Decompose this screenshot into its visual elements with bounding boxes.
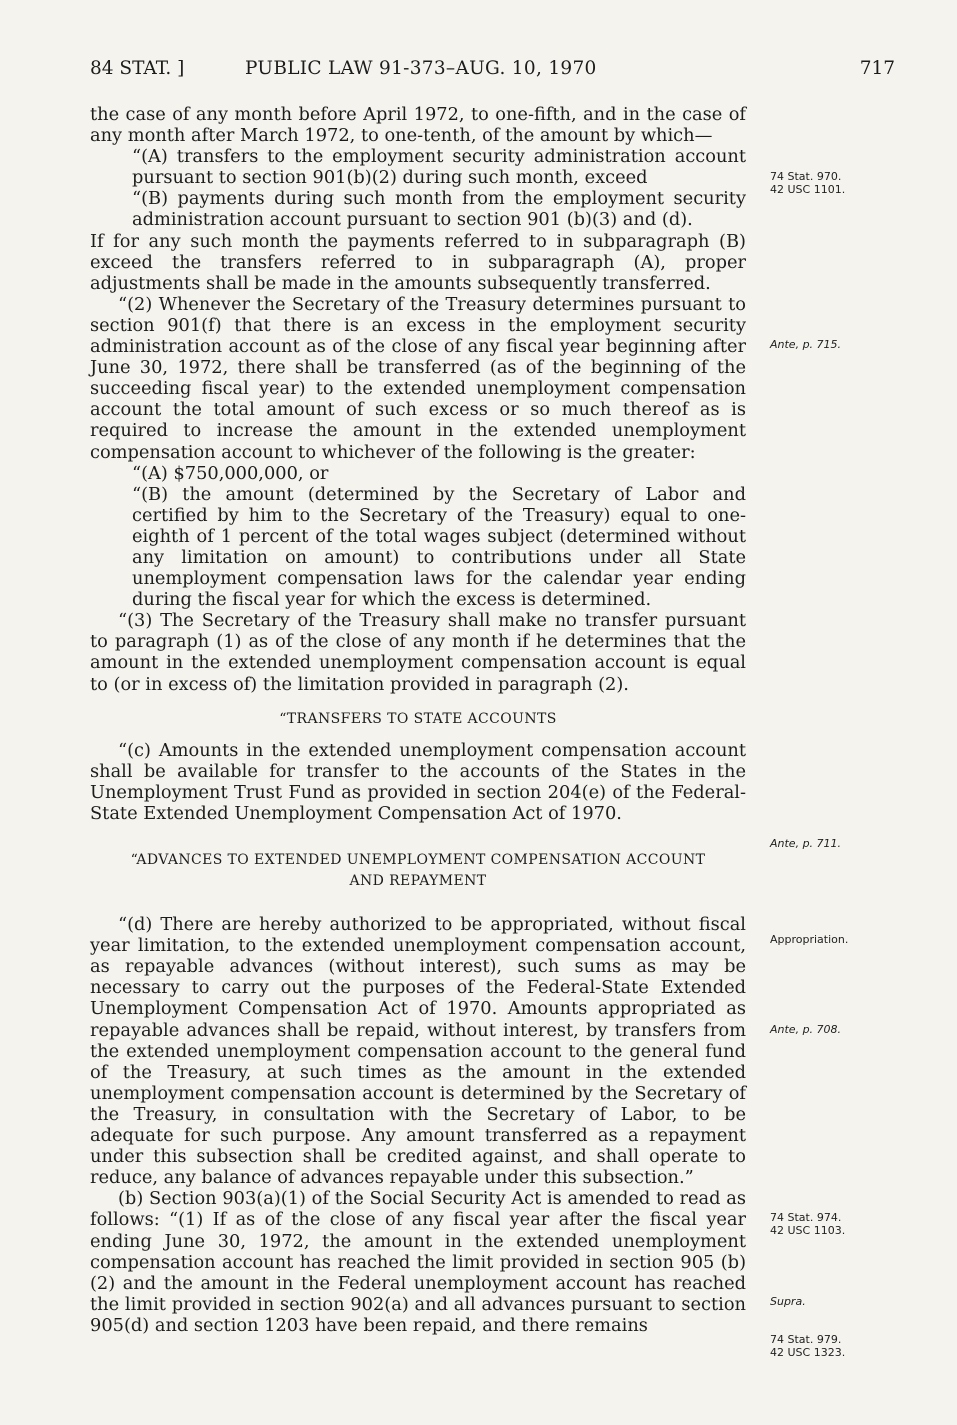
subsection-b-amendment: (b) Section 903(a)(1) of the Social Security Act is amended to read as follows: “(1) If as of the close of any fiscal year after the fiscal year ending June 30, 1972, the amount in the extended unemployment compensation account has reached the limit provided in section 905 (b)(2) and the amount in the Federal unemployment account has reached the limit provided in section 902(a) and all advances pursuant to section 905(d) and section 1203 have been repaid, and there remains	[90, 1188, 746, 1336]
page-header	[90, 58, 895, 86]
margin-note-ante-708: Ante, p. 708.	[770, 1023, 842, 1036]
margin-note-appropriation: Appropriation.	[770, 933, 849, 946]
adjustment-paragraph: If for any such month the payments referred to in subparagraph (B) exceed the transfers referred to in subparagraph (A), proper adjustments shall be made in the amounts subsequently transferred.	[90, 230, 746, 294]
paragraph-continuation: the case of any month before April 1972, to one-fifth, and in the case of any month after March 1972, to one-tenth, of the amount by which—	[90, 104, 746, 147]
page-number: 717	[859, 58, 895, 79]
statute-reference: 84 STAT. ]	[90, 58, 185, 79]
paragraph-3: “(3) The Secretary of the Treasury shall make no transfer pursuant to paragraph (1) as of the close of any month if he determines that the amount in the extended unemployment compensation account is equal to (or in excess of) the limitation provided in paragraph (2).	[90, 610, 746, 695]
body-text	[90, 104, 746, 1336]
subparagraph-b: “(B) payments during such month from the employment security administration account pursuant to section 901 (b)(3) and (d).	[132, 188, 746, 231]
section-heading-transfers: “TRANSFERS TO STATE ACCOUNTS	[279, 710, 557, 727]
subparagraph-a: “(A) transfers to the employment security administration account pursuant to section 901(b)(2) during such month, exceed	[132, 146, 746, 189]
subsection-d: “(d) There are hereby authorized to be appropriated, without fiscal year limitation, to the extended unemployment compensation account, as repayable advances (without interest), such sums as may be necessary to carry out the purposes of the Federal-State Extended Unemployment Compensation Act of 1970. Amounts appropriated as repayable advances shall be repaid, without interest, by transfers from the extended unemployment compensation account to the general fund of the Treasury, at such times as the amount in the extended unemployment compensation account is determined by the Secretary of the Treasury, in consultation with the Secretary of Labor, to be adequate for such purpose. Any amount transferred as a repayment under this subsection shall be credited against, and shall operate to reduce, any balance of advances repayable under this subsection.”	[90, 914, 746, 1189]
margin-note-74-stat-979: 74 Stat. 979. 42 USC 1323.	[770, 1333, 846, 1359]
margin-note-ante-715: Ante, p. 715.	[770, 338, 842, 351]
law-title: PUBLIC LAW 91-373–AUG. 10, 1970	[245, 58, 597, 79]
section-heading-advances	[90, 850, 746, 892]
paragraph-2-a: “(A) $750,000,000, or	[132, 462, 329, 484]
heading-line-2: AND REPAYMENT	[349, 873, 487, 890]
margin-note-ante-711: Ante, p. 711.	[770, 837, 842, 850]
subsection-c: “(c) Amounts in the extended unemployment compensation account shall be available for transfer to the accounts of the States in the Unemployment Trust Fund as provided in section 204(e) of the Federal-State Extended Unemployment Compensation Act of 1970.	[90, 739, 746, 824]
margin-note-74-stat-974: 74 Stat. 974. 42 USC 1103.	[770, 1211, 846, 1237]
paragraph-2: “(2) Whenever the Secretary of the Treasury determines pursuant to section 901(f) that there is an excess in the employment security administration account as of the close of any fiscal year beginning after June 30, 1972, there shall be transferred (as of the beginning of the succeeding fiscal year) to the extended unemployment compensation account the total amount of such excess or so much thereof as is required to increase the amount in the extended unemployment compensation account to whichever of the following is the greater:	[90, 293, 746, 463]
heading-line-1: “ADVANCES TO EXTENDED UNEMPLOYMENT COMPENSATION ACCOUNT	[130, 852, 706, 869]
margin-note-74-stat-970: 74 Stat. 970. 42 USC 1101.	[770, 170, 846, 196]
paragraph-2-b: “(B) the amount (determined by the Secretary of Labor and certified by him to the Secretary of the Treasury) equal to one-eighth of 1 percent of the total wages subject (determined without any limitation on amount) to contributions under all State unemployment compensation laws for the calendar year ending during the fiscal year for which the excess is determined.	[132, 483, 746, 611]
margin-note-supra: Supra.	[770, 1295, 806, 1308]
